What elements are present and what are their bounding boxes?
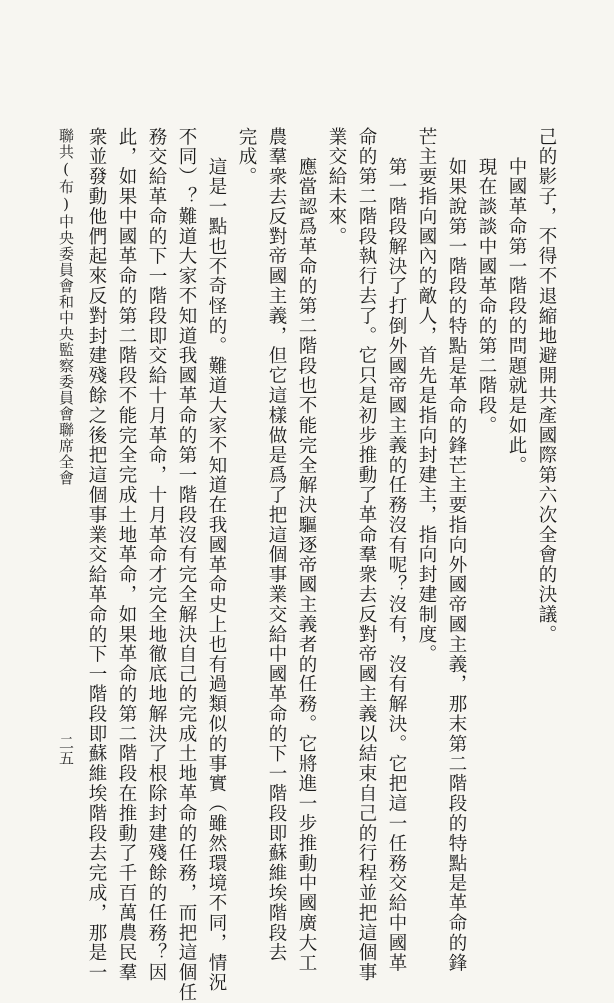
text-column-9: 應當認爲革命的第二階段也不能完全解決驅逐帝國主義者的任務。它將進一步推動中國廣大工	[296, 157, 317, 973]
text-column-8: 業交給未來。	[326, 127, 347, 247]
text-column-16: 衆並發動他們起來反對封建殘餘之後把這個事業交給革命的下一階段即蘇維埃階段去完成，那是一	[86, 127, 107, 983]
text-column-15: 此，如果中國革命的第二階段不能完全完成土地革命，如果革命的第二階段在推動了千百萬農民羣	[116, 127, 137, 983]
text-column-1: 己的影子，不得不退縮地避開共產國際第六次全會的決議。	[536, 127, 557, 645]
text-column-6: 第一階段解決了打倒外國帝國主義的任務沒有呢？沒有，沒有解決。它把這一任務交給中國革	[386, 157, 407, 973]
text-column-11: 完成。	[236, 127, 257, 187]
text-column-7: 命的第二階段執行去了。它只是初步推動了革命羣衆去反對帝國主義以結束自己的行程並把這個事	[356, 127, 377, 983]
text-column-13: 不同）？難道大家不知道我國革命的第一階段沒有完全解決自己的完成土地革命的任務，而把這個任	[176, 127, 197, 1003]
text-column-4: 如果說第一階段的特點是革命的鋒芒主要指向外國帝國主義，那末第二階段的特點是革命的鋒	[446, 157, 467, 973]
text-column-10: 農羣衆去反對帝國主義，但它這樣做是爲了把這個事業交給中國革命的下一階段即蘇維埃階段去	[266, 127, 287, 963]
text-column-3: 現在談談中國革命的第二階段。	[476, 157, 497, 436]
text-column-12: 這是一點也不奇怪的。難道大家不知道在我國革命史上也有過類似的事實（雖然環境不同，情況	[206, 157, 227, 993]
text-column-5: 芒主要指向國內的敵人，首先是指向封建主，指向封建制度。	[416, 127, 437, 665]
running-footer: 聯共(布)中央委員會和中央監察委員會聯席全會	[57, 128, 75, 486]
text-column-2: 中國革命第一階段的問題就是如此。	[506, 157, 527, 476]
text-column-14: 務交給革命的下一階段即交給十月革命，十月革命才完全地徹底地解決了根除封建殘餘的任務？因	[146, 127, 167, 983]
page-number: 二五	[57, 735, 75, 766]
